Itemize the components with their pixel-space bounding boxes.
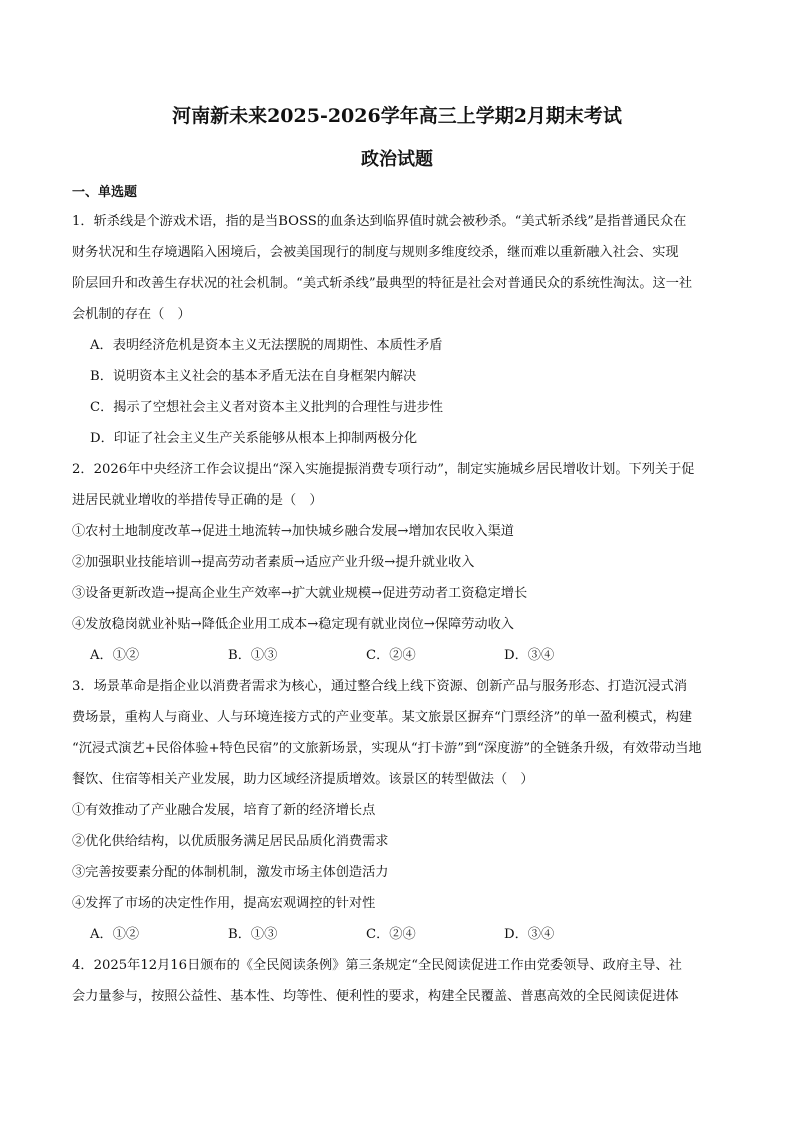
statement-4: ④发挥了市场的决定性作用，提高宏观调控的针对性 xyxy=(72,896,376,911)
question-text-line: 3．场景革命是指企业以消费者需求为核心，通过整合线上线下资源、创新产品与服务形态、打造沉浸式消 xyxy=(72,679,688,694)
statement-3: ③设备更新改造→提高企业生产效率→扩大就业规模→促进劳动者工资稳定增长 xyxy=(72,586,528,601)
answer-choices xyxy=(72,640,722,671)
question-1 xyxy=(72,206,722,454)
question-text-line: 费场景，重构人与商业、人与环境连接方式的产业变革。某文旅景区摒弃“门票经济”的单一盈利模式，构建 xyxy=(72,710,693,725)
question-text-line: 4．2025年12月16日颁布的《全民阅读条例》第三条规定“全民阅读促进工作由党委领导、政府主导、社 xyxy=(72,958,682,973)
statement-1: ①有效推动了产业融合发展，培育了新的经济增长点 xyxy=(72,803,376,818)
option-d: D．印证了社会主义生产关系能够从根本上抑制两极分化 xyxy=(90,431,418,446)
choice-d: D．③④ xyxy=(504,648,555,663)
choice-b: B．①③ xyxy=(228,927,278,942)
statement-2: ②加强职业技能培训→提高劳动者素质→适应产业升级→提升就业收入 xyxy=(72,555,475,570)
choice-c: C．②④ xyxy=(366,648,416,663)
answer-choices xyxy=(72,919,722,950)
option-b: B．说明资本主义社会的基本矛盾无法在自身框架内解决 xyxy=(90,369,417,384)
question-text-line: 会力量参与，按照公益性、基本性、均等性、便利性的要求，构建全民覆盖、普惠高效的全民阅读促进体 xyxy=(72,989,679,1004)
question-2 xyxy=(72,454,722,671)
choice-a: A．①② xyxy=(90,648,140,663)
question-text-line: 会机制的存在（ ） xyxy=(72,307,191,322)
statement-4: ④发放稳岗就业补贴→降低企业用工成本→稳定现有就业岗位→保障劳动收入 xyxy=(72,617,514,632)
statement-3: ③完善按要素分配的体制机制，激发市场主体创造活力 xyxy=(72,865,389,880)
question-text-line: 阶层回升和改善生存状况的社会机制。“美式斩杀线”最典型的特征是社会对普通民众的系统性淘汰。这一社 xyxy=(72,276,693,291)
question-text-line: 餐饮、住宿等相关产业发展，助力区域经济提质增效。该景区的转型做法（ ） xyxy=(72,772,534,787)
question-text-line: 1．斩杀线是个游戏术语，指的是当BOSS的血条达到临界值时就会被秒杀。“美式斩杀线”是指普通民众在 xyxy=(72,214,687,229)
question-text-line: 2．2026年中央经济工作会议提出“深入实施提振消费专项行动”，制定实施城乡居民增收计划。下列关于促 xyxy=(72,462,695,477)
section-heading: 一、单选题 xyxy=(72,185,138,200)
question-4 xyxy=(72,950,722,1012)
question-text-line: “沉浸式演艺+民俗体验+特色民宿”的文旅新场景，实现从“打卡游”到“深度游”的全链条升级，有效带动当地 xyxy=(72,741,702,756)
option-a: A．表明经济危机是资本主义无法摆脱的周期性、本质性矛盾 xyxy=(90,338,443,353)
option-c: C．揭示了空想社会主义者对资本主义批判的合理性与进步性 xyxy=(90,400,443,415)
question-text-line: 财务状况和生存境遇陷入困境后，会被美国现行的制度与规则多维度绞杀，继而难以重新融入社会、实现 xyxy=(72,245,679,260)
choice-c: C．②④ xyxy=(366,927,416,942)
choice-b: B．①③ xyxy=(228,648,278,663)
choice-a: A．①② xyxy=(90,927,140,942)
statement-1: ①农村土地制度改革→促进土地流转→加快城乡融合发展→增加农民收入渠道 xyxy=(72,524,514,539)
question-text-line: 进居民就业增收的举措传导正确的是（ ） xyxy=(72,493,323,508)
exam-subtitle: 政治试题 xyxy=(361,149,433,170)
statement-2: ②优化供给结构，以优质服务满足居民品质化消费需求 xyxy=(72,834,389,849)
choice-d: D．③④ xyxy=(504,927,555,942)
exam-title: 河南新未来2025-2026学年高三上学期2月期末考试 xyxy=(172,105,622,127)
question-3 xyxy=(72,671,722,950)
